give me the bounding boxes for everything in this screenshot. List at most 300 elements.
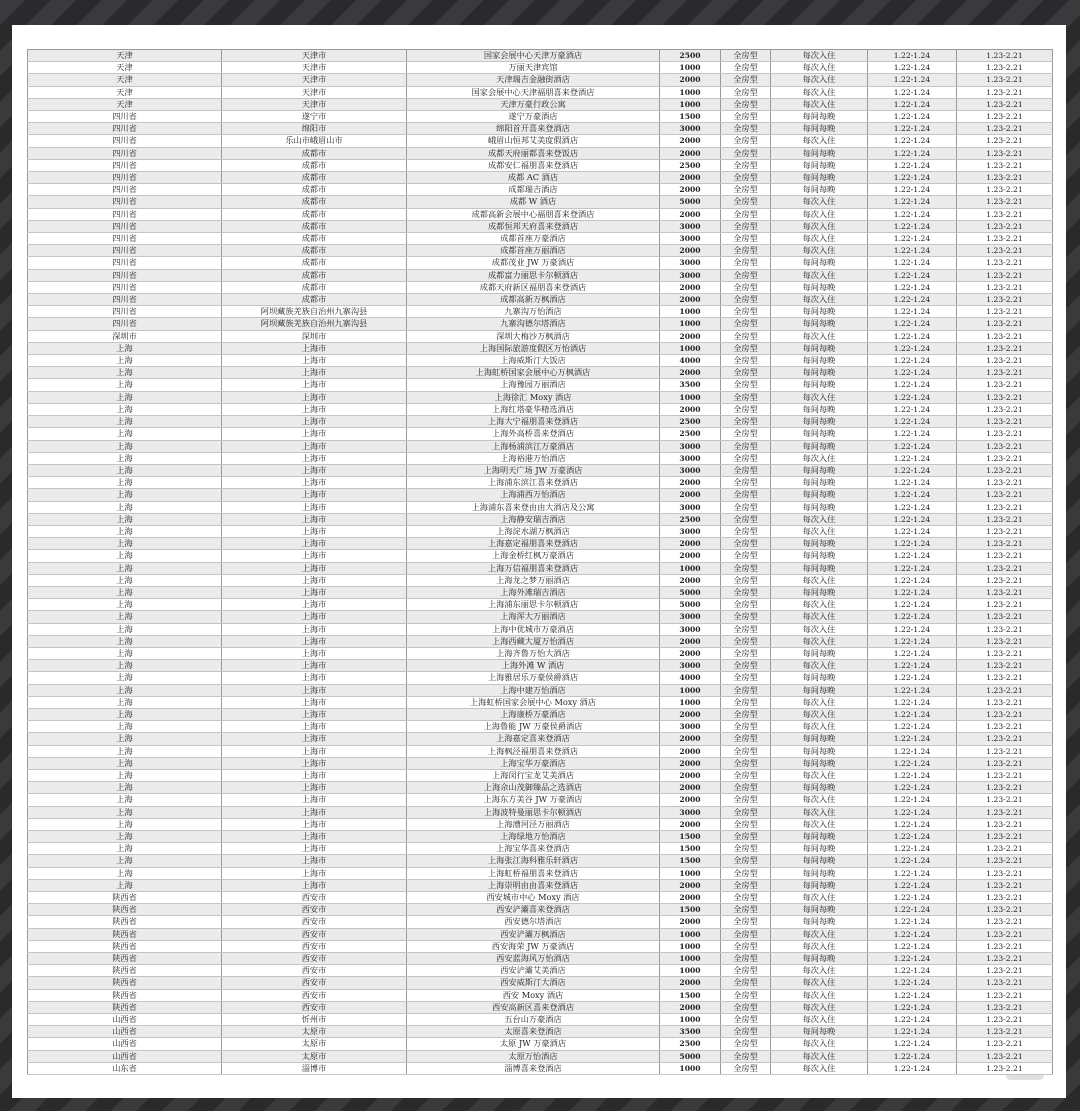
room-type-cell: 全房型 bbox=[721, 586, 771, 598]
city-cell: 西安市 bbox=[222, 940, 407, 952]
frequency-cell: 每次入住 bbox=[771, 391, 868, 403]
table-row bbox=[28, 281, 1053, 293]
table-row bbox=[28, 123, 1053, 135]
hotel-name-cell: 太原 JW 万豪酒店 bbox=[407, 1038, 660, 1050]
hotel-name-cell: 上海康桥万豪酒店 bbox=[407, 708, 660, 720]
city-cell: 遂宁市 bbox=[222, 111, 407, 123]
stay-date-cell: 1.23-2.21 bbox=[957, 342, 1053, 354]
frequency-cell: 每间每晚 bbox=[771, 440, 868, 452]
city-cell: 西安市 bbox=[222, 1001, 407, 1013]
room-type-cell: 全房型 bbox=[721, 98, 771, 110]
city-cell: 成都市 bbox=[222, 233, 407, 245]
stay-date-cell: 1.23-2.21 bbox=[957, 623, 1053, 635]
province-cell: 山西省 bbox=[28, 1014, 222, 1026]
hotel-name-cell: 成都高新万枫酒店 bbox=[407, 294, 660, 306]
frequency-cell: 每间每晚 bbox=[771, 733, 868, 745]
city-cell: 成都市 bbox=[222, 159, 407, 171]
city-cell: 上海市 bbox=[222, 806, 407, 818]
hotel-name-cell: 太原万怡酒店 bbox=[407, 1050, 660, 1062]
points-cell: 2000 bbox=[660, 647, 721, 659]
province-cell: 上海 bbox=[28, 757, 222, 769]
frequency-cell: 每间每晚 bbox=[771, 477, 868, 489]
hotel-name-cell: 成都 AC 酒店 bbox=[407, 172, 660, 184]
stay-date-cell: 1.23-2.21 bbox=[957, 98, 1053, 110]
hotel-name-cell: 西安德尔塔酒店 bbox=[407, 916, 660, 928]
booking-date-cell: 1.22-1.24 bbox=[868, 440, 957, 452]
city-cell: 上海市 bbox=[222, 489, 407, 501]
stay-date-cell: 1.23-2.21 bbox=[957, 794, 1053, 806]
room-type-cell: 全房型 bbox=[721, 428, 771, 440]
booking-date-cell: 1.22-1.24 bbox=[868, 904, 957, 916]
province-cell: 陕西省 bbox=[28, 916, 222, 928]
table-row bbox=[28, 147, 1053, 159]
frequency-cell: 每间每晚 bbox=[771, 953, 868, 965]
province-cell: 上海 bbox=[28, 355, 222, 367]
table-row bbox=[28, 806, 1053, 818]
room-type-cell: 全房型 bbox=[721, 1038, 771, 1050]
city-cell: 太原市 bbox=[222, 1050, 407, 1062]
frequency-cell: 每次入住 bbox=[771, 892, 868, 904]
booking-date-cell: 1.22-1.24 bbox=[868, 452, 957, 464]
points-cell: 2000 bbox=[660, 1001, 721, 1013]
table-row bbox=[28, 1062, 1053, 1074]
city-cell: 上海市 bbox=[222, 367, 407, 379]
hotel-name-cell: 上海绿地万怡酒店 bbox=[407, 831, 660, 843]
province-cell: 山西省 bbox=[28, 1026, 222, 1038]
province-cell: 天津 bbox=[28, 62, 222, 74]
table-row bbox=[28, 696, 1053, 708]
table-row bbox=[28, 489, 1053, 501]
province-cell: 上海 bbox=[28, 818, 222, 830]
frequency-cell: 每间每晚 bbox=[771, 281, 868, 293]
table-row bbox=[28, 367, 1053, 379]
frequency-cell: 每间每晚 bbox=[771, 355, 868, 367]
province-cell: 深圳市 bbox=[28, 330, 222, 342]
room-type-cell: 全房型 bbox=[721, 403, 771, 415]
points-cell: 2500 bbox=[660, 416, 721, 428]
hotel-name-cell: 上海龙之梦万丽酒店 bbox=[407, 574, 660, 586]
province-cell: 四川省 bbox=[28, 135, 222, 147]
room-type-cell: 全房型 bbox=[721, 672, 771, 684]
points-cell: 1000 bbox=[660, 98, 721, 110]
city-cell: 西安市 bbox=[222, 916, 407, 928]
booking-date-cell: 1.22-1.24 bbox=[868, 172, 957, 184]
province-cell: 上海 bbox=[28, 733, 222, 745]
stay-date-cell: 1.23-2.21 bbox=[957, 391, 1053, 403]
room-type-cell: 全房型 bbox=[721, 708, 771, 720]
frequency-cell: 每次入住 bbox=[771, 1062, 868, 1074]
points-cell: 1500 bbox=[660, 831, 721, 843]
points-cell: 3000 bbox=[660, 611, 721, 623]
points-cell: 1000 bbox=[660, 342, 721, 354]
province-cell: 上海 bbox=[28, 623, 222, 635]
frequency-cell: 每间每晚 bbox=[771, 843, 868, 855]
stay-date-cell: 1.23-2.21 bbox=[957, 586, 1053, 598]
hotel-name-cell: 上海外高桥喜来登酒店 bbox=[407, 428, 660, 440]
booking-date-cell: 1.22-1.24 bbox=[868, 721, 957, 733]
city-cell: 上海市 bbox=[222, 574, 407, 586]
table-row bbox=[28, 318, 1053, 330]
booking-date-cell: 1.22-1.24 bbox=[868, 428, 957, 440]
table-row bbox=[28, 86, 1053, 98]
hotel-name-cell: 成都高新会展中心福朋喜来登酒店 bbox=[407, 208, 660, 220]
hotel-name-cell: 西安蓝海风万怡酒店 bbox=[407, 953, 660, 965]
points-cell: 3000 bbox=[660, 501, 721, 513]
frequency-cell: 每次入住 bbox=[771, 86, 868, 98]
room-type-cell: 全房型 bbox=[721, 294, 771, 306]
province-cell: 上海 bbox=[28, 550, 222, 562]
stay-date-cell: 1.23-2.21 bbox=[957, 428, 1053, 440]
province-cell: 陕西省 bbox=[28, 1001, 222, 1013]
stay-date-cell: 1.23-2.21 bbox=[957, 879, 1053, 891]
stay-date-cell: 1.23-2.21 bbox=[957, 831, 1053, 843]
room-type-cell: 全房型 bbox=[721, 904, 771, 916]
table-row bbox=[28, 74, 1053, 86]
city-cell: 成都市 bbox=[222, 245, 407, 257]
frequency-cell: 每间每晚 bbox=[771, 916, 868, 928]
room-type-cell: 全房型 bbox=[721, 977, 771, 989]
stay-date-cell: 1.23-2.21 bbox=[957, 855, 1053, 867]
room-type-cell: 全房型 bbox=[721, 818, 771, 830]
points-cell: 2500 bbox=[660, 50, 721, 62]
table-row bbox=[28, 660, 1053, 672]
room-type-cell: 全房型 bbox=[721, 879, 771, 891]
city-cell: 天津市 bbox=[222, 86, 407, 98]
room-type-cell: 全房型 bbox=[721, 831, 771, 843]
province-cell: 上海 bbox=[28, 403, 222, 415]
hotel-name-cell: 西安浐灞喜来登酒店 bbox=[407, 904, 660, 916]
table-row bbox=[28, 745, 1053, 757]
hotel-name-cell: 上海虹桥国家会展中心万枫酒店 bbox=[407, 367, 660, 379]
room-type-cell: 全房型 bbox=[721, 1050, 771, 1062]
province-cell: 上海 bbox=[28, 635, 222, 647]
room-type-cell: 全房型 bbox=[721, 477, 771, 489]
city-cell: 上海市 bbox=[222, 635, 407, 647]
room-type-cell: 全房型 bbox=[721, 147, 771, 159]
frequency-cell: 每次入住 bbox=[771, 721, 868, 733]
stay-date-cell: 1.23-2.21 bbox=[957, 867, 1053, 879]
hotel-name-cell: 西安威斯汀大酒店 bbox=[407, 977, 660, 989]
points-cell: 5000 bbox=[660, 586, 721, 598]
points-cell: 1000 bbox=[660, 953, 721, 965]
province-cell: 陕西省 bbox=[28, 928, 222, 940]
room-type-cell: 全房型 bbox=[721, 1062, 771, 1074]
city-cell: 上海市 bbox=[222, 611, 407, 623]
table-row bbox=[28, 440, 1053, 452]
stay-date-cell: 1.23-2.21 bbox=[957, 1050, 1053, 1062]
room-type-cell: 全房型 bbox=[721, 184, 771, 196]
city-cell: 上海市 bbox=[222, 769, 407, 781]
stay-date-cell: 1.23-2.21 bbox=[957, 635, 1053, 647]
table-row bbox=[28, 257, 1053, 269]
frequency-cell: 每间每晚 bbox=[771, 782, 868, 794]
city-cell: 上海市 bbox=[222, 525, 407, 537]
room-type-cell: 全房型 bbox=[721, 965, 771, 977]
stay-date-cell: 1.23-2.21 bbox=[957, 733, 1053, 745]
room-type-cell: 全房型 bbox=[721, 721, 771, 733]
room-type-cell: 全房型 bbox=[721, 379, 771, 391]
province-cell: 四川省 bbox=[28, 306, 222, 318]
points-cell: 1000 bbox=[660, 696, 721, 708]
points-cell: 3000 bbox=[660, 660, 721, 672]
room-type-cell: 全房型 bbox=[721, 50, 771, 62]
booking-date-cell: 1.22-1.24 bbox=[868, 660, 957, 672]
hotel-name-cell: 上海浦东喜来登由由大酒店及公寓 bbox=[407, 501, 660, 513]
stay-date-cell: 1.23-2.21 bbox=[957, 489, 1053, 501]
booking-date-cell: 1.22-1.24 bbox=[868, 989, 957, 1001]
hotel-name-cell: 成都首座万豪酒店 bbox=[407, 233, 660, 245]
hotel-name-cell: 上海万信福朋喜来登酒店 bbox=[407, 562, 660, 574]
points-cell: 1000 bbox=[660, 562, 721, 574]
frequency-cell: 每间每晚 bbox=[771, 111, 868, 123]
room-type-cell: 全房型 bbox=[721, 574, 771, 586]
points-cell: 1000 bbox=[660, 1062, 721, 1074]
frequency-cell: 每间每晚 bbox=[771, 684, 868, 696]
hotel-name-cell: 万丽天津宾馆 bbox=[407, 62, 660, 74]
stay-date-cell: 1.23-2.21 bbox=[957, 208, 1053, 220]
booking-date-cell: 1.22-1.24 bbox=[868, 342, 957, 354]
table-row bbox=[28, 1050, 1053, 1062]
stay-date-cell: 1.23-2.21 bbox=[957, 477, 1053, 489]
city-cell: 成都市 bbox=[222, 257, 407, 269]
stay-date-cell: 1.23-2.21 bbox=[957, 611, 1053, 623]
city-cell: 西安市 bbox=[222, 965, 407, 977]
province-cell: 上海 bbox=[28, 501, 222, 513]
stay-date-cell: 1.23-2.21 bbox=[957, 843, 1053, 855]
frequency-cell: 每间每晚 bbox=[771, 586, 868, 598]
table-row bbox=[28, 306, 1053, 318]
points-cell: 1000 bbox=[660, 867, 721, 879]
booking-date-cell: 1.22-1.24 bbox=[868, 782, 957, 794]
booking-date-cell: 1.22-1.24 bbox=[868, 562, 957, 574]
points-cell: 3000 bbox=[660, 220, 721, 232]
province-cell: 上海 bbox=[28, 806, 222, 818]
table-row bbox=[28, 708, 1053, 720]
province-cell: 上海 bbox=[28, 379, 222, 391]
table-row bbox=[28, 550, 1053, 562]
booking-date-cell: 1.22-1.24 bbox=[868, 794, 957, 806]
city-cell: 天津市 bbox=[222, 98, 407, 110]
city-cell: 上海市 bbox=[222, 745, 407, 757]
table-row bbox=[28, 940, 1053, 952]
room-type-cell: 全房型 bbox=[721, 525, 771, 537]
table-row bbox=[28, 867, 1053, 879]
room-type-cell: 全房型 bbox=[721, 62, 771, 74]
hotel-name-cell: 西安高新区喜来登酒店 bbox=[407, 1001, 660, 1013]
table-row bbox=[28, 184, 1053, 196]
province-cell: 上海 bbox=[28, 513, 222, 525]
frequency-cell: 每间每晚 bbox=[771, 123, 868, 135]
points-cell: 3000 bbox=[660, 452, 721, 464]
booking-date-cell: 1.22-1.24 bbox=[868, 855, 957, 867]
points-cell: 1500 bbox=[660, 904, 721, 916]
stay-date-cell: 1.23-2.21 bbox=[957, 1014, 1053, 1026]
city-cell: 深圳市 bbox=[222, 330, 407, 342]
room-type-cell: 全房型 bbox=[721, 599, 771, 611]
province-cell: 上海 bbox=[28, 611, 222, 623]
hotel-name-cell: 成都天府新区福朋喜来登酒店 bbox=[407, 281, 660, 293]
hotel-name-cell: 上海淀水湖万枫酒店 bbox=[407, 525, 660, 537]
booking-date-cell: 1.22-1.24 bbox=[868, 111, 957, 123]
city-cell: 上海市 bbox=[222, 599, 407, 611]
frequency-cell: 每次入住 bbox=[771, 660, 868, 672]
room-type-cell: 全房型 bbox=[721, 660, 771, 672]
city-cell: 乐山市峨眉山市 bbox=[222, 135, 407, 147]
points-cell: 1000 bbox=[660, 965, 721, 977]
hotel-name-cell: 上海静安瑞吉酒店 bbox=[407, 513, 660, 525]
points-cell: 2000 bbox=[660, 745, 721, 757]
room-type-cell: 全房型 bbox=[721, 635, 771, 647]
stay-date-cell: 1.23-2.21 bbox=[957, 294, 1053, 306]
booking-date-cell: 1.22-1.24 bbox=[868, 965, 957, 977]
frequency-cell: 每次入住 bbox=[771, 1001, 868, 1013]
stay-date-cell: 1.23-2.21 bbox=[957, 416, 1053, 428]
room-type-cell: 全房型 bbox=[721, 696, 771, 708]
booking-date-cell: 1.22-1.24 bbox=[868, 220, 957, 232]
hotel-name-cell: 峨眉山恒邦艾美度假酒店 bbox=[407, 135, 660, 147]
points-cell: 2000 bbox=[660, 477, 721, 489]
points-cell: 2000 bbox=[660, 818, 721, 830]
province-cell: 四川省 bbox=[28, 196, 222, 208]
city-cell: 上海市 bbox=[222, 879, 407, 891]
table-row bbox=[28, 672, 1053, 684]
table-row bbox=[28, 391, 1053, 403]
stay-date-cell: 1.23-2.21 bbox=[957, 379, 1053, 391]
province-cell: 陕西省 bbox=[28, 904, 222, 916]
hotel-name-cell: 上海红塔豪华精选酒店 bbox=[407, 403, 660, 415]
booking-date-cell: 1.22-1.24 bbox=[868, 269, 957, 281]
room-type-cell: 全房型 bbox=[721, 953, 771, 965]
province-cell: 四川省 bbox=[28, 123, 222, 135]
points-cell: 5000 bbox=[660, 1050, 721, 1062]
booking-date-cell: 1.22-1.24 bbox=[868, 208, 957, 220]
room-type-cell: 全房型 bbox=[721, 440, 771, 452]
hotel-name-cell: 上海张江海科雅乐轩酒店 bbox=[407, 855, 660, 867]
province-cell: 陕西省 bbox=[28, 965, 222, 977]
points-cell: 2000 bbox=[660, 574, 721, 586]
booking-date-cell: 1.22-1.24 bbox=[868, 1026, 957, 1038]
points-cell: 2000 bbox=[660, 172, 721, 184]
hotel-name-cell: 上海东方美谷 JW 万豪酒店 bbox=[407, 794, 660, 806]
hotel-name-cell: 上海明天广场 JW 万豪酒店 bbox=[407, 464, 660, 476]
stay-date-cell: 1.23-2.21 bbox=[957, 574, 1053, 586]
table-row bbox=[28, 269, 1053, 281]
frequency-cell: 每次入住 bbox=[771, 611, 868, 623]
city-cell: 上海市 bbox=[222, 428, 407, 440]
city-cell: 上海市 bbox=[222, 794, 407, 806]
frequency-cell: 每次入住 bbox=[771, 245, 868, 257]
frequency-cell: 每间每晚 bbox=[771, 172, 868, 184]
city-cell: 成都市 bbox=[222, 208, 407, 220]
points-cell: 1000 bbox=[660, 318, 721, 330]
points-cell: 2000 bbox=[660, 733, 721, 745]
stay-date-cell: 1.23-2.21 bbox=[957, 306, 1053, 318]
points-cell: 2000 bbox=[660, 916, 721, 928]
hotel-name-cell: 上海嘉定喜来登酒店 bbox=[407, 733, 660, 745]
hotel-name-cell: 天津万豪行政公寓 bbox=[407, 98, 660, 110]
frequency-cell: 每次入住 bbox=[771, 294, 868, 306]
frequency-cell: 每间每晚 bbox=[771, 672, 868, 684]
hotel-name-cell: 西安浐灞万枫酒店 bbox=[407, 928, 660, 940]
booking-date-cell: 1.22-1.24 bbox=[868, 355, 957, 367]
stay-date-cell: 1.23-2.21 bbox=[957, 989, 1053, 1001]
city-cell: 绵阳市 bbox=[222, 123, 407, 135]
points-cell: 1000 bbox=[660, 62, 721, 74]
stay-date-cell: 1.23-2.21 bbox=[957, 172, 1053, 184]
points-cell: 2000 bbox=[660, 245, 721, 257]
frequency-cell: 每次入住 bbox=[771, 196, 868, 208]
room-type-cell: 全房型 bbox=[721, 123, 771, 135]
points-cell: 2000 bbox=[660, 184, 721, 196]
room-type-cell: 全房型 bbox=[721, 172, 771, 184]
hotel-name-cell: 成都瑞吉酒店 bbox=[407, 184, 660, 196]
stay-date-cell: 1.23-2.21 bbox=[957, 245, 1053, 257]
booking-date-cell: 1.22-1.24 bbox=[868, 953, 957, 965]
table-row bbox=[28, 50, 1053, 62]
province-cell: 上海 bbox=[28, 684, 222, 696]
city-cell: 上海市 bbox=[222, 501, 407, 513]
city-cell: 上海市 bbox=[222, 477, 407, 489]
table-row bbox=[28, 1038, 1053, 1050]
province-cell: 上海 bbox=[28, 745, 222, 757]
room-type-cell: 全房型 bbox=[721, 86, 771, 98]
hotel-name-cell: 太原喜来登酒店 bbox=[407, 1026, 660, 1038]
room-type-cell: 全房型 bbox=[721, 562, 771, 574]
city-cell: 上海市 bbox=[222, 464, 407, 476]
city-cell: 上海市 bbox=[222, 733, 407, 745]
frequency-cell: 每间每晚 bbox=[771, 257, 868, 269]
stay-date-cell: 1.23-2.21 bbox=[957, 1001, 1053, 1013]
stay-date-cell: 1.23-2.21 bbox=[957, 769, 1053, 781]
stay-date-cell: 1.23-2.21 bbox=[957, 86, 1053, 98]
points-cell: 4000 bbox=[660, 355, 721, 367]
booking-date-cell: 1.22-1.24 bbox=[868, 757, 957, 769]
room-type-cell: 全房型 bbox=[721, 74, 771, 86]
hotel-name-cell: 上海漕河泾万丽酒店 bbox=[407, 818, 660, 830]
booking-date-cell: 1.22-1.24 bbox=[868, 733, 957, 745]
province-cell: 四川省 bbox=[28, 208, 222, 220]
table-row bbox=[28, 647, 1053, 659]
booking-date-cell: 1.22-1.24 bbox=[868, 611, 957, 623]
booking-date-cell: 1.22-1.24 bbox=[868, 184, 957, 196]
stay-date-cell: 1.23-2.21 bbox=[957, 62, 1053, 74]
table-row bbox=[28, 294, 1053, 306]
stay-date-cell: 1.23-2.21 bbox=[957, 355, 1053, 367]
province-cell: 四川省 bbox=[28, 281, 222, 293]
table-row bbox=[28, 342, 1053, 354]
table-row bbox=[28, 599, 1053, 611]
city-cell: 上海市 bbox=[222, 342, 407, 354]
city-cell: 淄博市 bbox=[222, 1062, 407, 1074]
stay-date-cell: 1.23-2.21 bbox=[957, 159, 1053, 171]
stay-date-cell: 1.23-2.21 bbox=[957, 367, 1053, 379]
booking-date-cell: 1.22-1.24 bbox=[868, 50, 957, 62]
city-cell: 天津市 bbox=[222, 50, 407, 62]
table-row bbox=[28, 769, 1053, 781]
province-cell: 上海 bbox=[28, 562, 222, 574]
province-cell: 上海 bbox=[28, 464, 222, 476]
table-row bbox=[28, 159, 1053, 171]
city-cell: 西安市 bbox=[222, 989, 407, 1001]
points-cell: 3000 bbox=[660, 269, 721, 281]
province-cell: 上海 bbox=[28, 525, 222, 537]
stay-date-cell: 1.23-2.21 bbox=[957, 745, 1053, 757]
table-row bbox=[28, 623, 1053, 635]
room-type-cell: 全房型 bbox=[721, 892, 771, 904]
stay-date-cell: 1.23-2.21 bbox=[957, 977, 1053, 989]
stay-date-cell: 1.23-2.21 bbox=[957, 916, 1053, 928]
hotel-name-cell: 深圳大梅沙万枫酒店 bbox=[407, 330, 660, 342]
